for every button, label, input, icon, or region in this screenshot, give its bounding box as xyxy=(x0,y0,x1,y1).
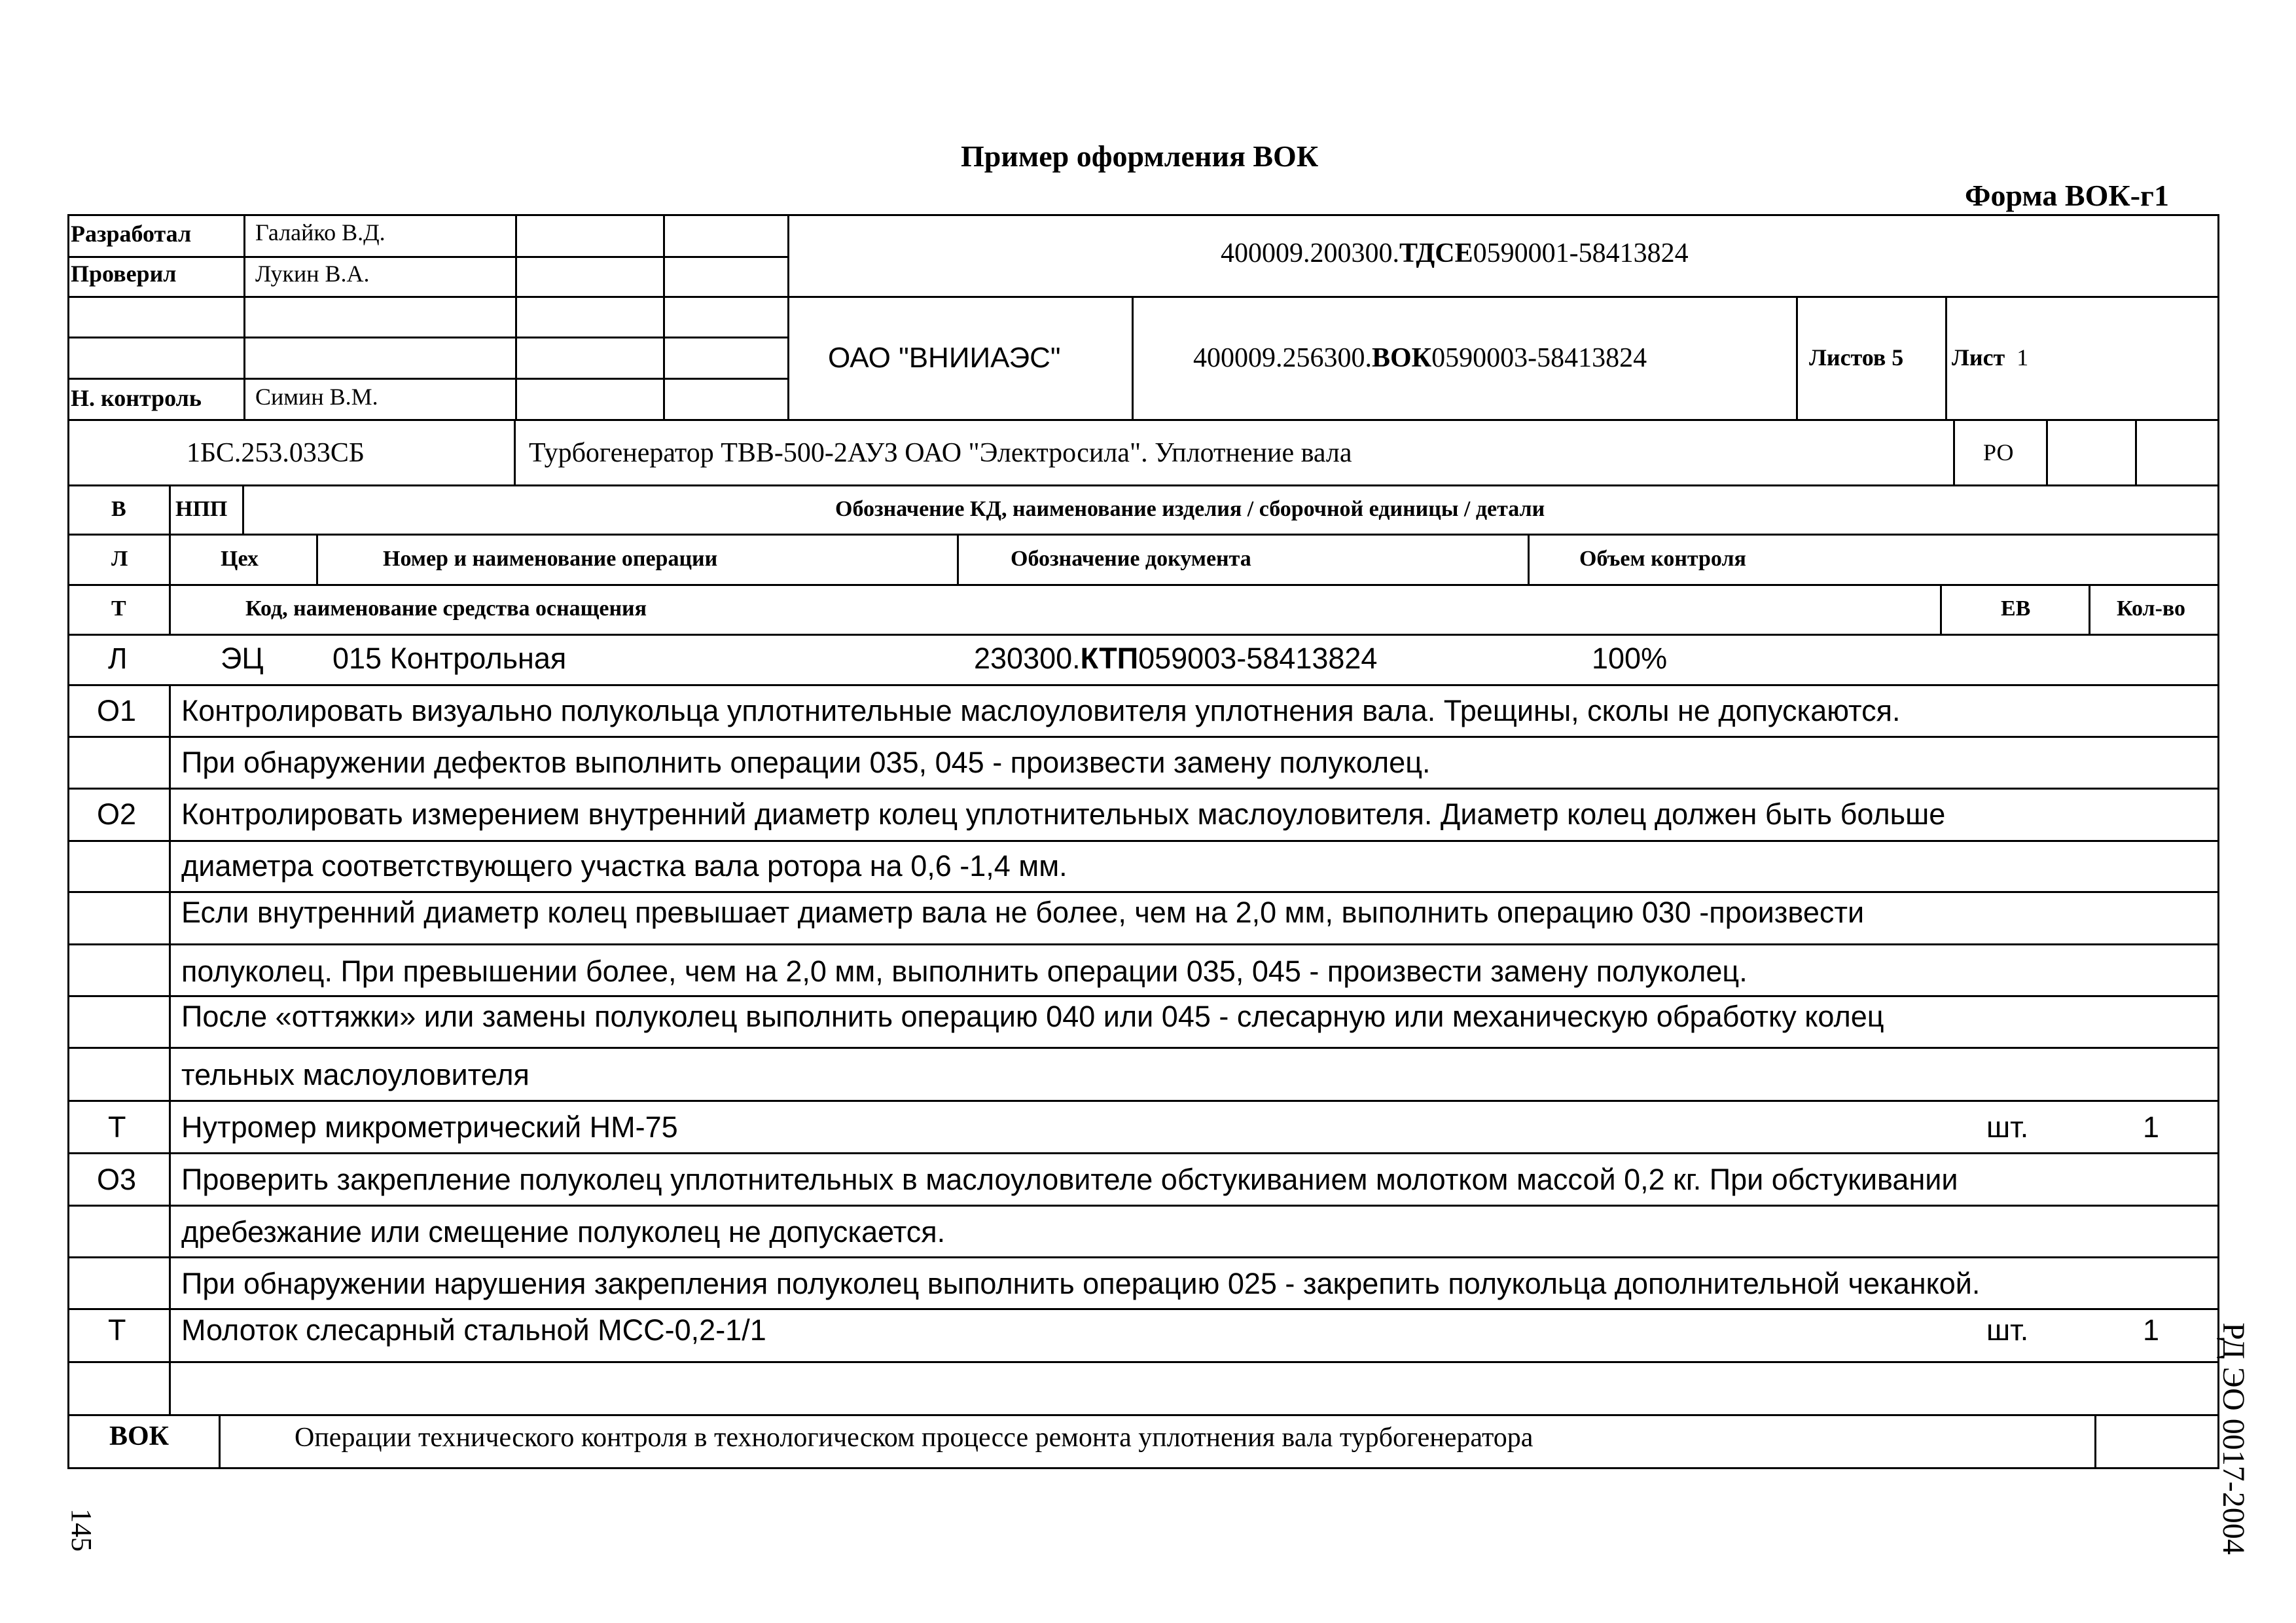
ro-label: РО xyxy=(1983,439,2014,465)
col-document: Обозначение документа xyxy=(1011,547,1251,571)
norm-control-name: Симин В.М. xyxy=(255,384,378,410)
product-name: Турбогенератор ТВВ-500-2АУЗ ОАО "Электросила". Уплотнение вала xyxy=(529,438,1352,468)
vok-code: 400009.256300.ВОК0590003-58413824 xyxy=(1193,343,1647,373)
checked-label: Проверил xyxy=(71,261,177,287)
row-text: дребезжание или смещение полуколец не допускается. xyxy=(181,1215,946,1249)
col-qty: Кол-во xyxy=(2117,596,2186,621)
col-operation: Номер и наименование операции xyxy=(383,547,718,571)
developed-name: Галайко В.Д. xyxy=(255,219,386,246)
tdse-code: 400009.200300.ТДСЕ0590001-58413824 xyxy=(1221,238,1689,268)
row-mark: О2 xyxy=(97,797,137,831)
drawing-code: 1БС.253.033СБ xyxy=(187,438,365,468)
row-text: Контролировать визуально полукольца уплотнительные маслоуловителя уплотнения вала. Трещины, сколы не допускаются. xyxy=(181,694,1901,727)
l-row-document: 230300.КТП059003-58413824 xyxy=(974,642,1378,675)
row-mark: О3 xyxy=(97,1163,137,1196)
row-text: Контролировать измерением внутренний диаметр колец уплотнительных маслоуловителя. Диаметр колец должен быть больше xyxy=(181,797,1946,831)
row-mark: О1 xyxy=(97,694,137,727)
row-mark: Т xyxy=(108,1313,126,1347)
row-text: тельных маслоуловителя xyxy=(181,1058,529,1091)
sheet-label: Лист 1 xyxy=(1952,344,2029,371)
l-row-workshop: ЭЦ xyxy=(221,642,264,675)
page-number: 145 xyxy=(65,1508,98,1552)
l-row-volume: 100% xyxy=(1592,642,1668,675)
row-text: Проверить закрепление полуколец уплотнительных в маслоуловителе обстукиванием молотком массой 0,2 кг. При обстукивании xyxy=(181,1163,1958,1196)
l-row-operation: 015 Контрольная xyxy=(332,642,567,675)
form-label: Форма ВОК-г1 xyxy=(1965,179,2169,212)
row-qty: 1 xyxy=(2143,1313,2160,1347)
row-text: Нутромер микрометрический НМ-75 xyxy=(181,1110,678,1144)
col-t: Т xyxy=(111,596,126,621)
l-row-mark: Л xyxy=(108,642,128,675)
row-unit: шт. xyxy=(1986,1110,2029,1144)
col-volume: Объем контроля xyxy=(1579,547,1746,571)
row-text: Если внутренний диаметр колец превышает диаметр вала не более, чем на 2,0 мм, выполнить операцию 030 -произвести xyxy=(181,896,1865,929)
row-qty: 1 xyxy=(2143,1110,2160,1144)
checked-name: Лукин В.А. xyxy=(255,261,370,287)
col-npp: НПП xyxy=(175,497,228,521)
sheets-label: Листов 5 xyxy=(1809,344,1904,371)
row-text: диаметра соответствующего участка вала ротора на 0,6 -1,4 мм. xyxy=(181,849,1067,883)
norm-control-label: Н. контроль xyxy=(71,385,202,411)
row-unit: шт. xyxy=(1986,1313,2029,1347)
organization: ОАО "ВНИИАЭС" xyxy=(828,342,1061,374)
row-text: После «оттяжки» или замены полуколец выполнить операцию 040 или 045 - слесарную или механическую обработку колец xyxy=(181,1000,1884,1033)
row-text: полуколец. При превышении более, чем на 2,0 мм, выполнить операции 035, 045 - произвести замену полуколец. xyxy=(181,955,1748,988)
col-workshop: Цех xyxy=(221,547,259,571)
footer-label: ВОК xyxy=(109,1421,170,1451)
row-text: При обнаружении нарушения закрепления полуколец выполнить операцию 025 - закрепить полукольца дополнительной чеканкой. xyxy=(181,1267,1981,1300)
col-l: Л xyxy=(111,547,128,571)
document-code: РД ЭО 0017-2004 xyxy=(2216,1322,2251,1555)
col-v: В xyxy=(111,497,126,521)
row-mark: Т xyxy=(108,1110,126,1144)
col-ev: ЕВ xyxy=(2001,596,2031,621)
col-tool: Код, наименование средства оснащения xyxy=(245,596,647,621)
col-kd: Обозначение КД, наименование изделия / сборочной единицы / детали xyxy=(835,497,1545,521)
page-title: Пример оформления ВОК xyxy=(961,139,1319,173)
row-text: Молоток слесарный стальной МСС-0,2-1/1 xyxy=(181,1313,766,1347)
row-text: При обнаружении дефектов выполнить операции 035, 045 - произвести замену полуколец. xyxy=(181,746,1431,779)
footer-text: Операции технического контроля в технологическом процессе ремонта уплотнения вала турбогенератора xyxy=(295,1423,1534,1453)
developed-label: Разработал xyxy=(71,221,192,247)
